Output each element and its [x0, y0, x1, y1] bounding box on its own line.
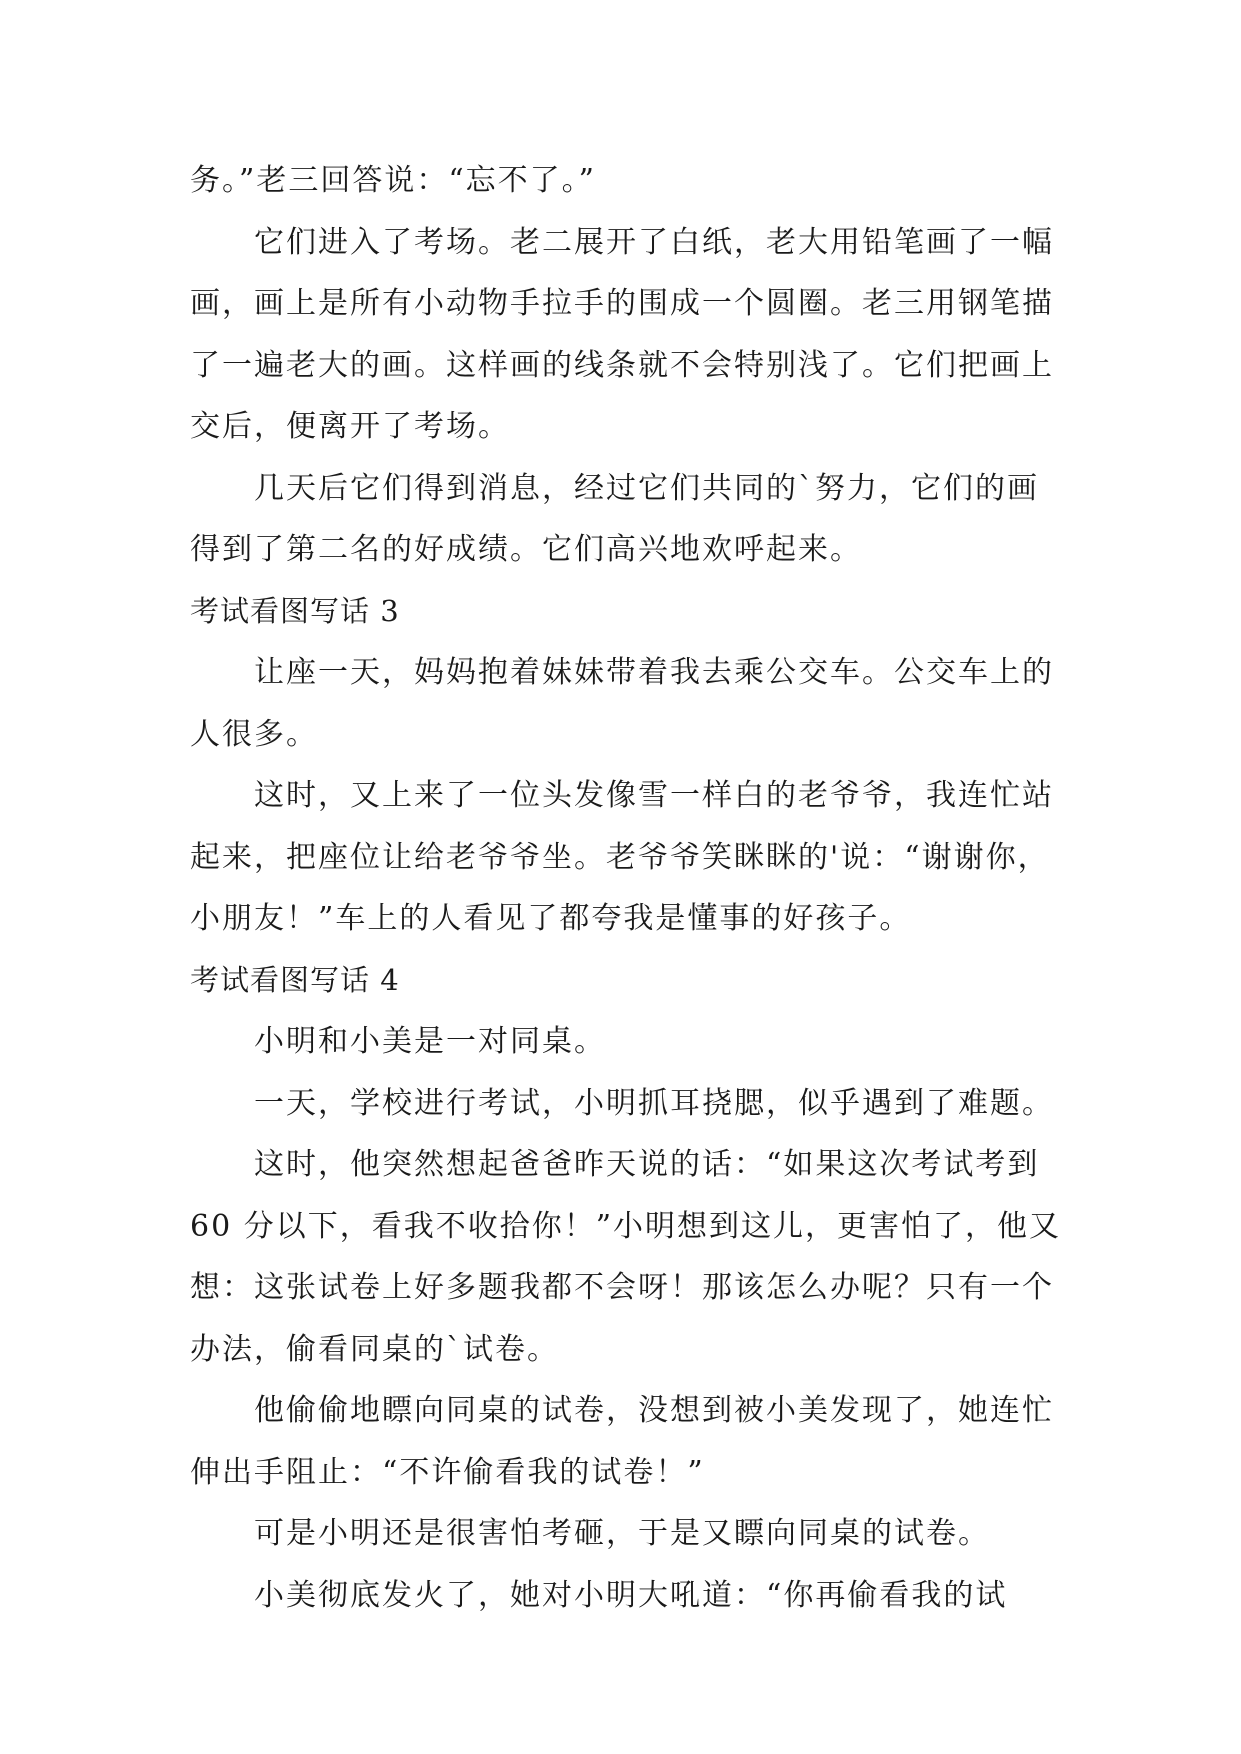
document-body [190, 150, 1070, 1626]
paragraph: 小美彻底发火了，她对小明大吼道：“你再偷看我的试 [254, 1577, 1008, 1613]
paragraph: 这时，他突然想起爸爸昨天说的话：“如果这次考试考到 60 分以下，看我不收拾你！”小明想到这儿，更害怕了，他又想：这张试卷上好多题我都不会呀！那该怎么办呢？只有一个办法，偷看同桌的`试卷。 [190, 1147, 1062, 1367]
section-heading: 考试看图写话 4 [190, 962, 400, 997]
paragraph: 务。”老三回答说：“忘不了。” [190, 163, 597, 198]
paragraph: 它们进入了考场。老二展开了白纸，老大用铅笔画了一幅画，画上是所有小动物手拉手的围成一个圆圈。老三用钢笔描了一遍老大的画。这样画的线条就不会特别浅了。它们把画上交后，便离开了考场。 [190, 224, 1054, 444]
paragraph: 几天后它们得到消息，经过它们共同的`努力，它们的画得到了第二名的好成绩。它们高兴地欢呼起来。 [190, 470, 1039, 567]
paragraph: 小明和小美是一对同桌。 [254, 1024, 606, 1059]
paragraph: 可是小明还是很害怕考砸，于是又瞟向同桌的试卷。 [254, 1516, 990, 1551]
paragraph: 让座一天，妈妈抱着妹妹带着我去乘公交车。公交车上的人很多。 [190, 655, 1054, 752]
paragraph: 这时，又上来了一位头发像雪一样白的老爷爷，我连忙站起来，把座位让给老爷爷坐。老爷爷笑眯眯的'说：“谢谢你，小朋友！”车上的人看见了都夸我是懂事的好孩子。 [190, 778, 1054, 936]
section-heading: 考试看图写话 3 [190, 593, 400, 628]
paragraph: 一天，学校进行考试，小明抓耳挠腮，似乎遇到了难题。 [254, 1085, 1054, 1121]
paragraph: 他偷偷地瞟向同桌的试卷，没想到被小美发现了，她连忙伸出手阻止：“不许偷看我的试卷！” [190, 1393, 1054, 1490]
